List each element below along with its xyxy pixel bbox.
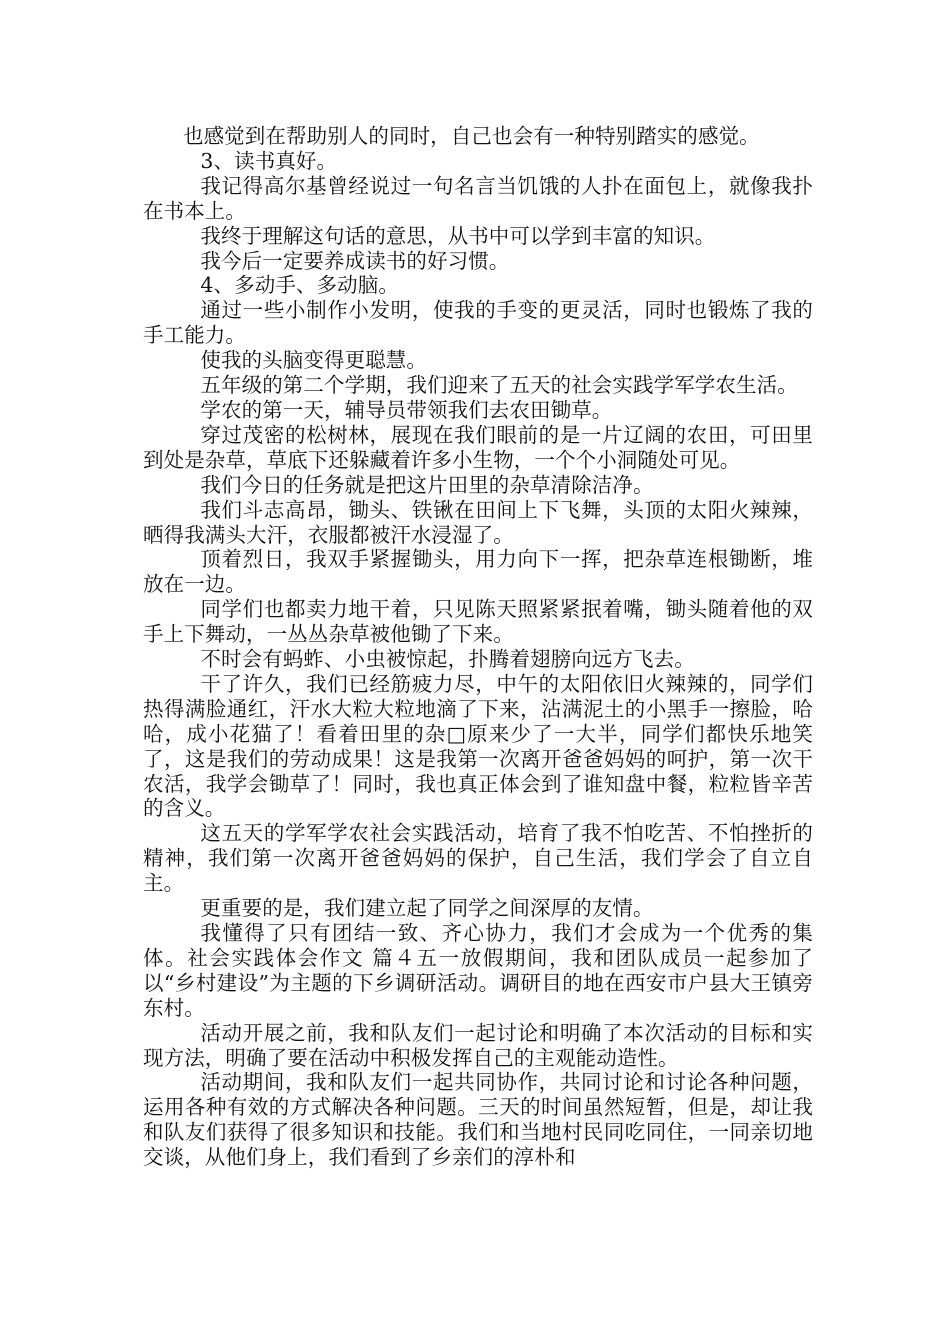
paragraph-13: 我们斗志高昂，锄头、铁锹在田间上下飞舞，头顶的太阳火辣辣，晒得我满头大汗，衣服都被汗水浸湿了。 [143, 497, 813, 547]
paragraph-20: 我懂得了只有团结一致、齐心协力，我们才会成为一个优秀的集体。社会实践体会作文 篇４五一放假期间，我和团队成员一起参加了以“乡村建设”为主题的下乡调研活动。调研目的地在西安市户县大王镇旁东村。 [143, 921, 813, 1020]
paragraph-9: 五年级的第二个学期，我们迎来了五天的社会实践学军学农生活。 [200, 373, 798, 398]
paragraph-5: 我今后一定要养成读书的好习惯。 [200, 248, 510, 273]
paragraph-7: 通过一些小制作小发明，使我的手变的更灵活，同时也锻炼了我的手工能力。 [143, 298, 813, 348]
paragraph-15: 同学们也都卖力地干着，只见陈天照紧紧抿着嘴，锄头随着他的双手上下舞动，一丛丛杂草被他锄了下来。 [143, 597, 813, 647]
paragraph-4: 我终于理解这句话的意思，从书中可以学到丰富的知识。 [200, 223, 716, 248]
paragraph-21: 活动开展之前，我和队友们一起讨论和明确了本次活动的目标和实现方法，明确了要在活动中积极发挥自己的主观能动造性。 [143, 1020, 813, 1070]
paragraph-16: 不时会有蚂蚱、小虫被惊起，扑腾着翅膀向远方飞去。 [200, 647, 695, 672]
paragraph-22: 活动期间，我和队友们一起共同协作，共同讨论和讨论各种问题，运用各种有效的方式解决各种问题。三天的时间虽然短暂，但是，却让我和队友们获得了很多知识和技能。我们和当地村民同吃同住，一同亲切地交谈，从他们身上，我们看到了乡亲们的淳朴和 [143, 1070, 813, 1170]
paragraph-19: 更重要的是，我们建立起了同学之间深厚的友情。 [200, 896, 654, 921]
paragraph-3: 我记得高尔基曾经说过一句名言当饥饿的人扑在面包上，就像我扑在书本上。 [143, 173, 813, 223]
document-body [143, 124, 813, 1170]
paragraph-14: 顶着烈日，我双手紧握锄头，用力向下一挥，把杂草连根锄断，堆放在一边。 [143, 547, 813, 597]
paragraph-18: 这五天的学军学农社会实践活动，培育了我不怕吃苦、不怕挫折的精神，我们第一次离开爸爸妈妈的保护，自己生活，我们学会了自立自主。 [143, 821, 813, 896]
paragraph-12: 我们今日的任务就是把这片田里的杂草清除洁净。 [200, 472, 654, 497]
paragraph-1: 也感觉到在帮助别人的同时，自己也会有一种特别踏实的感觉。 [182, 124, 760, 148]
paragraph-6: 4、多动手、多动脑。 [200, 273, 399, 298]
paragraph-17: 干了许久，我们已经筋疲力尽，中午的太阳依旧火辣辣的，同学们热得满脸通红，汗水大粒大粒地滴了下来，沾满泥土的小黑手一擦脸，哈哈，成小花猫了！看着田里的杂□原来少了一大半，同学们都快乐地笑了，这是我们的劳动成果！这是我第一次离开爸爸妈妈的呵护，第一次干农活，我学会锄草了！同时，我也真正体会到了谁知盘中餐，粒粒皆辛苦的含义。 [143, 671, 813, 821]
paragraph-10: 学农的第一天，辅导员带领我们去农田锄草。 [200, 397, 613, 422]
paragraph-2: 3、读书真好。 [200, 148, 338, 173]
paragraph-11: 穿过茂密的松树林，展现在我们眼前的是一片辽阔的农田，可田里到处是杂草，草底下还躲藏着许多小生物，一个个小洞随处可见。 [143, 422, 813, 472]
paragraph-8: 使我的头脑变得更聪慧。 [200, 348, 427, 373]
